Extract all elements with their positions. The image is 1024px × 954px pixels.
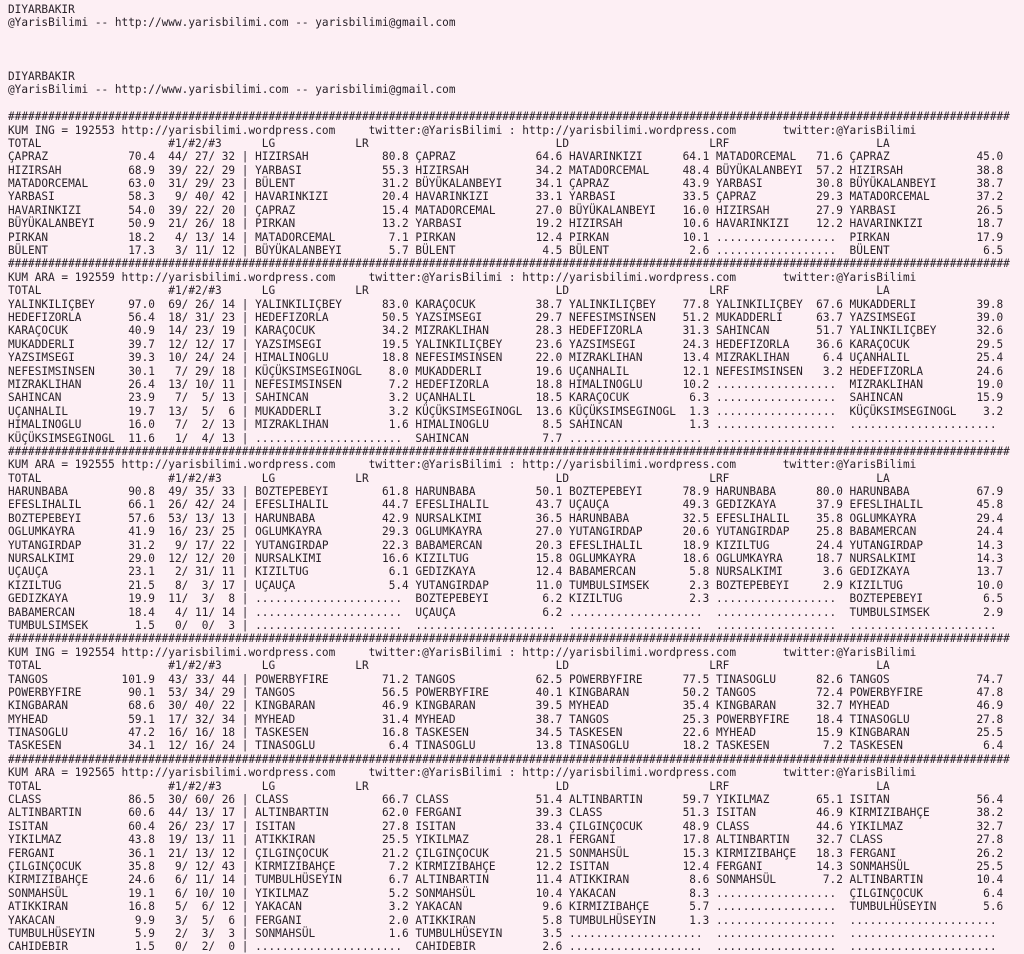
blank-line	[8, 97, 1024, 110]
stats-row-line: CLASS 86.5 30/ 60/ 26 | CLASS 66.7 CLASS 51.4 ALTINBARTIN 59.7 YIKILMAZ 65.1 ISITAN 56.4	[8, 793, 1010, 807]
section-title-line: KUM ING = 192553 http://yarisbilimi.wordpress.com twitter:@YarisBilimi : http://yarisbilimi.wordpress.com twitter:@YarisBilimi	[8, 123, 917, 137]
stats-row-line: POWERBYFIRE 90.1 53/ 34/ 29 | TANGOS 56.5 POWERBYFIRE 40.1 KINGBARAN 50.2 TANGOS 72.4 POWERBYFIRE 47.8	[8, 685, 1010, 699]
stats-row-line: NEFESIMSINSEN 30.1 7/ 29/ 18 | KÜÇÜKSIMSEGINOGL 8.0 MUKADDERLI 19.6 UÇANHALIL 12.1 NEFESIMSINSEN 3.2 HEDEFIZORLA 24.6	[8, 364, 1010, 378]
stats-row-line: MUKADDERLI 39.7 12/ 12/ 17 | YAZSIMSEGI 19.5 YALINKILIÇBEY 23.6 YAZSIMSEGI 24.3 HEDEFIZORLA 36.6 KARAÇOCUK 29.5	[8, 337, 1010, 351]
stats-row-line: UÇANHALIL 19.7 13/ 5/ 6 | MUKADDERLI 3.2 KÜÇÜKSIMSEGINOGL 13.6 KÜÇÜKSIMSEGINOGL 1.3 .................. KÜÇÜKSIMSEGINOGL 3.2	[8, 404, 1010, 418]
stats-row-line: YALINKILIÇBEY 97.0 69/ 26/ 14 | YALINKILIÇBEY 83.0 KARAÇOCUK 38.7 YALINKILIÇBEY 77.8 YALINKILIÇBEY 67.6 MUKADDERLI 39.8	[8, 297, 1010, 311]
logo-tagline-line: @YarisBilimi -- http://www.yarisbilimi.com -- yarisbilimi@gmail.com	[8, 83, 456, 97]
stats-row-line: TANGOS 101.9 43/ 33/ 44 | POWERBYFIRE 71.2 TANGOS 62.5 POWERBYFIRE 77.5 TINASOGLU 82.6 TANGOS 74.7	[8, 672, 1010, 686]
stats-row-line: KÜÇÜKSIMSEGINOGL 11.6 1/ 4/ 13 | ...................... SAHINCAN 7.7 .................... .................. ......................	[8, 431, 1010, 445]
separator-line: ######################################################################################################################################################	[8, 752, 1010, 766]
column-header-line: TOTAL #1/#2/#3 LG LR LD LRF LA	[8, 136, 890, 150]
stats-row-line: FERGANI 36.1 21/ 13/ 12 | ÇILGINÇOCUK 21.2 ÇILGINÇOCUK 21.5 SONMAHSÜL 15.3 KIRMIZIBAHÇE 18.3 FERGANI 26.2	[8, 846, 1010, 860]
stats-row-line: OGLUMKAYRA 41.9 16/ 23/ 25 | OGLUMKAYRA 29.3 OGLUMKAYRA 27.0 YUTANGIRDAP 20.6 YUTANGIRDAP 25.8 BABAMERCAN 24.4	[8, 525, 1010, 539]
stats-row-line: KIZILTUG 21.5 8/ 3/ 17 | UÇAUÇA 5.4 YUTANGIRDAP 11.0 TUMBULSIMSEK 2.3 BOZTEPEBEYI 2.9 KIZILTUG 10.0	[8, 578, 1010, 592]
stats-row-line: MYHEAD 59.1 17/ 32/ 34 | MYHEAD 31.4 MYHEAD 38.7 TANGOS 25.3 POWERBYFIRE 18.4 TINASOGLU 27.8	[8, 712, 1010, 726]
stats-row-line: ÇILGINÇOCUK 35.8 9/ 12/ 43 | KIRMIZIBAHÇE 7.2 KIRMIZIBAHÇE 12.2 ISITAN 12.4 FERGANI 14.3 SONMAHSÜL 25.5	[8, 860, 1010, 873]
stats-row-line: HARUNBABA 90.8 49/ 35/ 33 | BOZTEPEBEYI 61.8 HARUNBABA 50.1 BOZTEPEBEYI 78.9 HARUNBABA 80.0 HARUNBABA 67.9	[8, 485, 1010, 499]
blank-line	[8, 43, 1024, 56]
stats-row-line: TUMBULHÜSEYIN 5.9 2/ 3/ 3 | SONMAHSÜL 1.6 TUMBULHÜSEYIN 3.5 .................... .................. ......................	[8, 926, 1010, 940]
stats-row-line: GEDIZKAYA 19.9 11/ 3/ 8 | ...................... BOZTEPEBEYI 6.2 KIZILTUG 2.3 .................. BOZTEPEBEYI 6.5	[8, 592, 1010, 606]
column-header-line: TOTAL #1/#2/#3 LG LR LD LRF LA	[8, 284, 890, 298]
stats-row-line: HIMALINOGLU 16.0 7/ 2/ 13 | MIZRAKLIHAN 1.6 HIMALINOGLU 8.5 SAHINCAN 1.3 .................. ......................	[8, 418, 1010, 432]
column-header-line: TOTAL #1/#2/#3 LG LR LD LRF LA	[8, 471, 890, 485]
blank-line	[8, 30, 1024, 43]
column-header-line: TOTAL #1/#2/#3 LG LR LD LRF LA	[8, 779, 890, 793]
stats-row-line: MIZRAKLIHAN 26.4 13/ 10/ 11 | NEFESIMSINSEN 7.2 HEDEFIZORLA 18.8 HIMALINOGLU 10.2 .................. MIZRAKLIHAN 19.0	[8, 377, 1010, 391]
stats-row-line: YIKILMAZ 43.8 19/ 13/ 11 | ATIKKIRAN 25.5 YIKILMAZ 28.1 FERGANI 17.8 ALTINBARTIN 32.7 CLASS 27.8	[8, 833, 1010, 847]
stats-row-line: ATIKKIRAN 16.8 5/ 6/ 12 | YAKACAN 3.2 YAKACAN 9.6 KIRMIZIBAHÇE 5.7 .................. TUMBULHÜSEYIN 5.6	[8, 900, 1010, 914]
stats-row-line: TINASOGLU 47.2 16/ 16/ 18 | TASKESEN 16.8 TASKESEN 34.5 TASKESEN 22.6 MYHEAD 15.9 KINGBARAN 25.5	[8, 726, 1010, 740]
stats-row-line: BOZTEPEBEYI 57.6 53/ 13/ 13 | HARUNBABA 42.9 NURSALKIMI 36.5 HARUNBABA 32.5 EFESLIHALIL 35.8 OGLUMKAYRA 29.4	[8, 511, 1010, 525]
stats-row-line: KIRMIZIBAHÇE 24.6 6/ 11/ 14 | TUMBULHÜSEYIN 6.7 ALTINBARTIN 11.4 ATIKKIRAN 8.6 SONMAHSÜL 7.2 ALTINBARTIN 10.4	[8, 873, 1010, 887]
separator-line: ######################################################################################################################################################	[8, 257, 1010, 271]
stats-row-line: YARBASI 58.3 9/ 40/ 42 | HAVARINKIZI 20.4 HAVARINKIZI 33.1 YARBASI 33.5 ÇAPRAZ 29.3 MATADORCEMAL 37.2	[8, 190, 1010, 204]
stats-row-line: CAHIDEBIR 1.5 0/ 2/ 0 | ...................... CAHIDEBIR 2.6 .................... .................. ......................	[8, 940, 1010, 954]
column-header-line: TOTAL #1/#2/#3 LG LR LD LRF LA	[8, 659, 890, 673]
stats-row-line: KINGBARAN 68.6 30/ 40/ 22 | KINGBARAN 46.9 KINGBARAN 39.5 MYHEAD 35.4 KINGBARAN 32.7 MYHEAD 46.9	[8, 699, 1010, 713]
stats-row-line: HAVARINKIZI 54.0 39/ 22/ 20 | ÇAPRAZ 15.4 MATADORCEMAL 27.0 BÜYÜKALANBEYI 16.0 HIZIRSAH 27.9 YARBASI 26.5	[8, 203, 1010, 217]
stats-row-line: EFESLIHALIL 66.1 26/ 42/ 24 | EFESLIHALIL 44.7 EFESLIHALIL 43.7 UÇAUÇA 49.3 GEDIZKAYA 37.9 EFESLIHALIL 45.8	[8, 498, 1010, 512]
separator-line: ######################################################################################################################################################	[8, 444, 1010, 458]
stats-row-line: TASKESEN 34.1 12/ 16/ 24 | TINASOGLU 6.4 TINASOGLU 13.8 TINASOGLU 18.2 TASKESEN 7.2 TASKESEN 6.4	[8, 739, 1010, 753]
stats-row-line: TUMBULSIMSEK 1.5 0/ 0/ 3 | ...................... ..................... .................... .................. ......................	[8, 618, 1010, 632]
stats-row-line: ISITAN 60.4 26/ 23/ 17 | ISITAN 27.8 ISITAN 33.4 ÇILGINÇOCUK 48.9 CLASS 44.6 YIKILMAZ 32.7	[8, 819, 1010, 833]
logo-tagline-line: @YarisBilimi -- http://www.yarisbilimi.com -- yarisbilimi@gmail.com	[8, 16, 456, 30]
stats-row-line: HEDEFIZORLA 56.4 18/ 31/ 23 | HEDEFIZORLA 50.5 YAZSIMSEGI 29.7 NEFESIMSINSEN 51.2 MUKADDERLI 63.7 YAZSIMSEGI 39.0	[8, 310, 1010, 324]
stats-row-line: HIZIRSAH 68.9 39/ 22/ 29 | YARBASI 55.3 HIZIRSAH 34.2 MATADORCEMAL 48.4 BÜYÜKALANBEYI 57.2 HIZIRSAH 38.8	[8, 163, 1010, 177]
section-title-line: KUM ARA = 192555 http://yarisbilimi.wordpress.com twitter:@YarisBilimi : http://yarisbilimi.wordpress.com twitter:@YarisBilimi	[8, 458, 917, 472]
logo-city-line: DIYARBAKIR	[8, 69, 75, 83]
section-title-line: KUM ARA = 192565 http://yarisbilimi.wordpress.com twitter:@YarisBilimi : http://yarisbilimi.wordpress.com twitter:@YarisBilimi	[8, 766, 917, 780]
stats-row-line: BÜLENT 17.3 3/ 11/ 12 | BÜYÜKALANBEYI 5.7 BÜLENT 4.5 BÜLENT 2.6 .................. BÜLENT 6.5	[8, 244, 1010, 258]
stats-row-line: YAKACAN 9.9 3/ 5/ 6 | FERGANI 2.0 ATIKKIRAN 5.8 TUMBULHÜSEYIN 1.3 .................. ......................	[8, 913, 1010, 927]
separator-line: ######################################################################################################################################################	[8, 632, 1010, 646]
stats-row-line: YUTANGIRDAP 31.2 9/ 17/ 22 | YUTANGIRDAP 22.3 BABAMERCAN 20.3 EFESLIHALIL 18.9 KIZILTUG 24.4 YUTANGIRDAP 14.3	[8, 538, 1010, 552]
stats-row-line: SONMAHSÜL 19.1 6/ 10/ 10 | YIKILMAZ 5.2 SONMAHSÜL 10.4 YAKACAN 8.3 .................. ÇILGINÇOCUK 6.4	[8, 886, 1010, 900]
stats-row-line: ÇAPRAZ 70.4 44/ 27/ 32 | HIZIRSAH 80.8 ÇAPRAZ 64.6 HAVARINKIZI 64.1 MATADORCEMAL 71.6 ÇAPRAZ 45.0	[8, 150, 1010, 164]
section-title-line: KUM ARA = 192559 http://yarisbilimi.wordpress.com twitter:@YarisBilimi : http://yarisbilimi.wordpress.com twitter:@YarisBilimi	[8, 270, 917, 284]
stats-row-line: BÜYÜKALANBEYI 50.9 21/ 26/ 18 | PIRKAN 13.2 YARBASI 19.2 HIZIRSAH 10.6 HAVARINKIZI 12.2 HAVARINKIZI 18.7	[8, 217, 1010, 231]
separator-line: ######################################################################################################################################################	[8, 110, 1010, 124]
stats-row-line: PIRKAN 18.2 4/ 13/ 14 | MATADORCEMAL 7.1 PIRKAN 12.4 PIRKAN 10.1 .................. PIRKAN 17.9	[8, 230, 1010, 244]
stats-row-line: ALTINBARTIN 60.6 44/ 13/ 17 | ALTINBARTIN 62.0 FERGANI 39.3 CLASS 51.3 ISITAN 46.9 KIRMIZIBAHÇE 38.2	[8, 806, 1010, 820]
stats-row-line: YAZSIMSEGI 39.3 10/ 24/ 24 | HIMALINOGLU 18.8 NEFESIMSINSEN 22.0 MIZRAKLIHAN 13.4 MIZRAKLIHAN 6.4 UÇANHALIL 25.4	[8, 351, 1010, 365]
stats-row-line: KARAÇOCUK 40.9 14/ 23/ 19 | KARAÇOCUK 34.2 MIZRAKLIHAN 28.3 HEDEFIZORLA 31.3 SAHINCAN 51.7 YALINKILIÇBEY 32.6	[8, 324, 1010, 338]
blank-line	[8, 57, 1024, 70]
logo-city-line: DIYARBAKIR	[8, 3, 75, 16]
stats-row-line: MATADORCEMAL 63.0 31/ 29/ 23 | BÜLENT 31.2 BÜYÜKALANBEYI 34.1 ÇAPRAZ 43.9 YARBASI 30.8 BÜYÜKALANBEYI 38.7	[8, 177, 1010, 191]
stats-row-line: SAHINCAN 23.9 7/ 5/ 13 | SAHINCAN 3.2 UÇANHALIL 18.5 KARAÇOCUK 6.3 .................. SAHINCAN 15.9	[8, 391, 1010, 405]
stats-row-line: NURSALKIMI 29.0 12/ 12/ 20 | NURSALKIMI 16.6 KIZILTUG 15.8 OGLUMKAYRA 18.6 OGLUMKAYRA 18.7 NURSALKIMI 14.3	[8, 552, 1010, 566]
stats-row-line: BABAMERCAN 18.4 4/ 11/ 14 | ...................... UÇAUÇA 6.2 .................... .................. TUMBULSIMSEK 2.9	[8, 605, 1010, 619]
stats-row-line: UÇAUÇA 23.1 2/ 31/ 11 | KIZILTUG 6.1 GEDIZKAYA 12.4 BABAMERCAN 5.8 NURSALKIMI 3.6 GEDIZKAYA 13.7	[8, 565, 1010, 579]
section-title-line: KUM ING = 192554 http://yarisbilimi.wordpress.com twitter:@YarisBilimi : http://yarisbilimi.wordpress.com twitter:@YarisBilimi	[8, 645, 917, 659]
